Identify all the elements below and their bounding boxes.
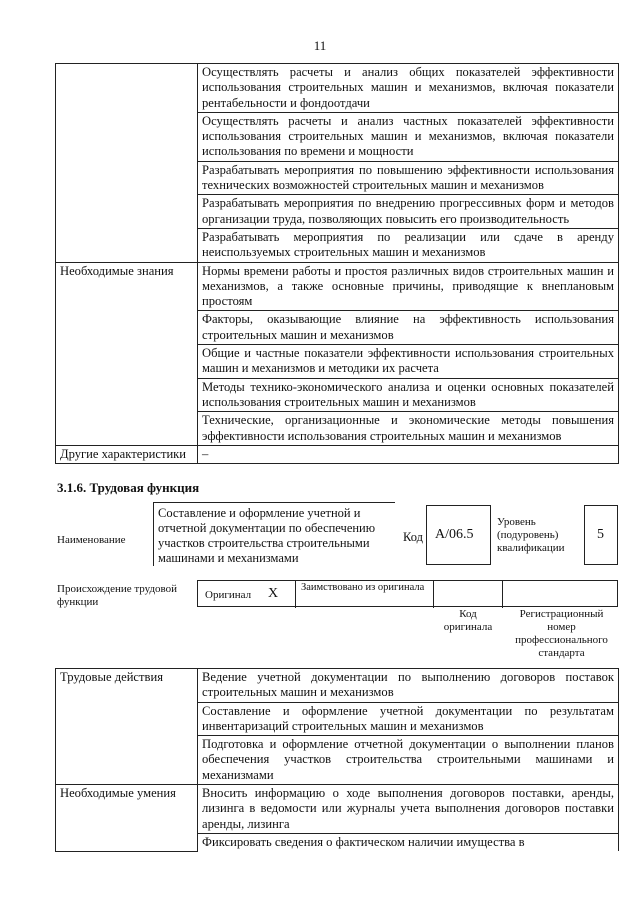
origin-label: Происхождение трудовой функции (57, 583, 178, 608)
origin-divider (502, 581, 503, 608)
competency-table-1 (55, 63, 619, 464)
level-box (584, 505, 618, 565)
row-label-skills: Необходимые умения (56, 785, 198, 852)
row-label-knowledge: Необходимые знания (56, 262, 198, 445)
knowledge-item: Нормы времени работы и простоя различных видов строительных машин и механизмов, а также основные причины, приводящие к внеплановым простоям (198, 262, 619, 311)
level-value: 5 (597, 527, 604, 542)
knowledge-item: Методы технико-экономического анализа и оценки основных показателей использования строительных машин и механизмов (198, 378, 619, 412)
row-label-empty (56, 64, 198, 263)
function-name-value: Составление и оформление учетной и отчетной документации по обеспечению участков строительства строительными машинами и механизмами (158, 506, 376, 565)
row-label-other: Другие характеристики (56, 445, 198, 463)
section-title: 3.1.6. Трудовая функция (57, 480, 200, 495)
origin-divider (295, 581, 296, 608)
code-label: Код (403, 530, 423, 544)
action-item: Подготовка и оформление отчетной документации о выполнении планов обеспечения участков строительства строительными машинами и механизмами (198, 736, 619, 785)
skill-item: Разрабатывать мероприятия по внедрению прогрессивных форм и методов организации труда, позволяющих повысить его производительность (198, 195, 619, 229)
original-mark: X (268, 586, 279, 601)
skill-item: Разрабатывать мероприятия по реализации или сдаче в аренду неиспользуемых строительных машин и механизмов (198, 228, 619, 262)
row-label-actions: Трудовые действия (56, 669, 198, 785)
origin-divider (433, 581, 434, 608)
name-label: Наименование (57, 534, 126, 546)
code-box (426, 505, 491, 565)
skill-item: Осуществлять расчеты и анализ общих показателей эффективности использования строительных машин и механизмов, включая показатели рентабельности и фондоотдачи (198, 64, 619, 113)
knowledge-item: Общие и частные показатели эффективности использования строительных машин и механизмов и методики их расчета (198, 345, 619, 379)
original-label: Оригинал (205, 589, 252, 601)
origin-box (197, 580, 618, 607)
knowledge-item: Факторы, оказывающие влияние на эффективность использования строительных машин и механизмов (198, 311, 619, 345)
skill-item: Вносить информацию о ходе выполнения договоров поставки, аренды, лизинга в ведомости или журналы учета выполнения договоров поставки аренды, лизинга (198, 785, 619, 834)
knowledge-item: Технические, организационные и экономические методы повышения эффективности использования строительных машин и механизмов (198, 412, 619, 446)
level-label: Уровень (подуровень) квалификации (497, 516, 565, 554)
skill-item: Осуществлять расчеты и анализ частных показателей эффективности использования строительных машин и механизмов, включая показатели использования по времени и мощности (198, 112, 619, 161)
code-original-label: Код оригинала (443, 608, 493, 633)
competency-table-2 (55, 668, 619, 852)
reg-number-label: Регистрационный номер профессионального стандарта (515, 608, 608, 659)
borrowed-label: Заимствовано из оригинала (301, 582, 425, 593)
skill-item: Фиксировать сведения о фактическом наличии имущества в (198, 833, 619, 851)
action-item: Ведение учетной документации по выполнению договоров поставок строительных машин и механизмов (198, 669, 619, 703)
other-item: – (198, 445, 619, 463)
function-name-box (153, 502, 395, 566)
skill-item: Разрабатывать мероприятия по повышению эффективности использования технических возможностей строительных машин и механизмов (198, 161, 619, 195)
action-item: Составление и оформление учетной документации по результатам инвентаризаций строительных машин и механизмов (198, 702, 619, 736)
code-value: A/06.5 (435, 527, 474, 542)
page-number: 11 (313, 38, 327, 53)
